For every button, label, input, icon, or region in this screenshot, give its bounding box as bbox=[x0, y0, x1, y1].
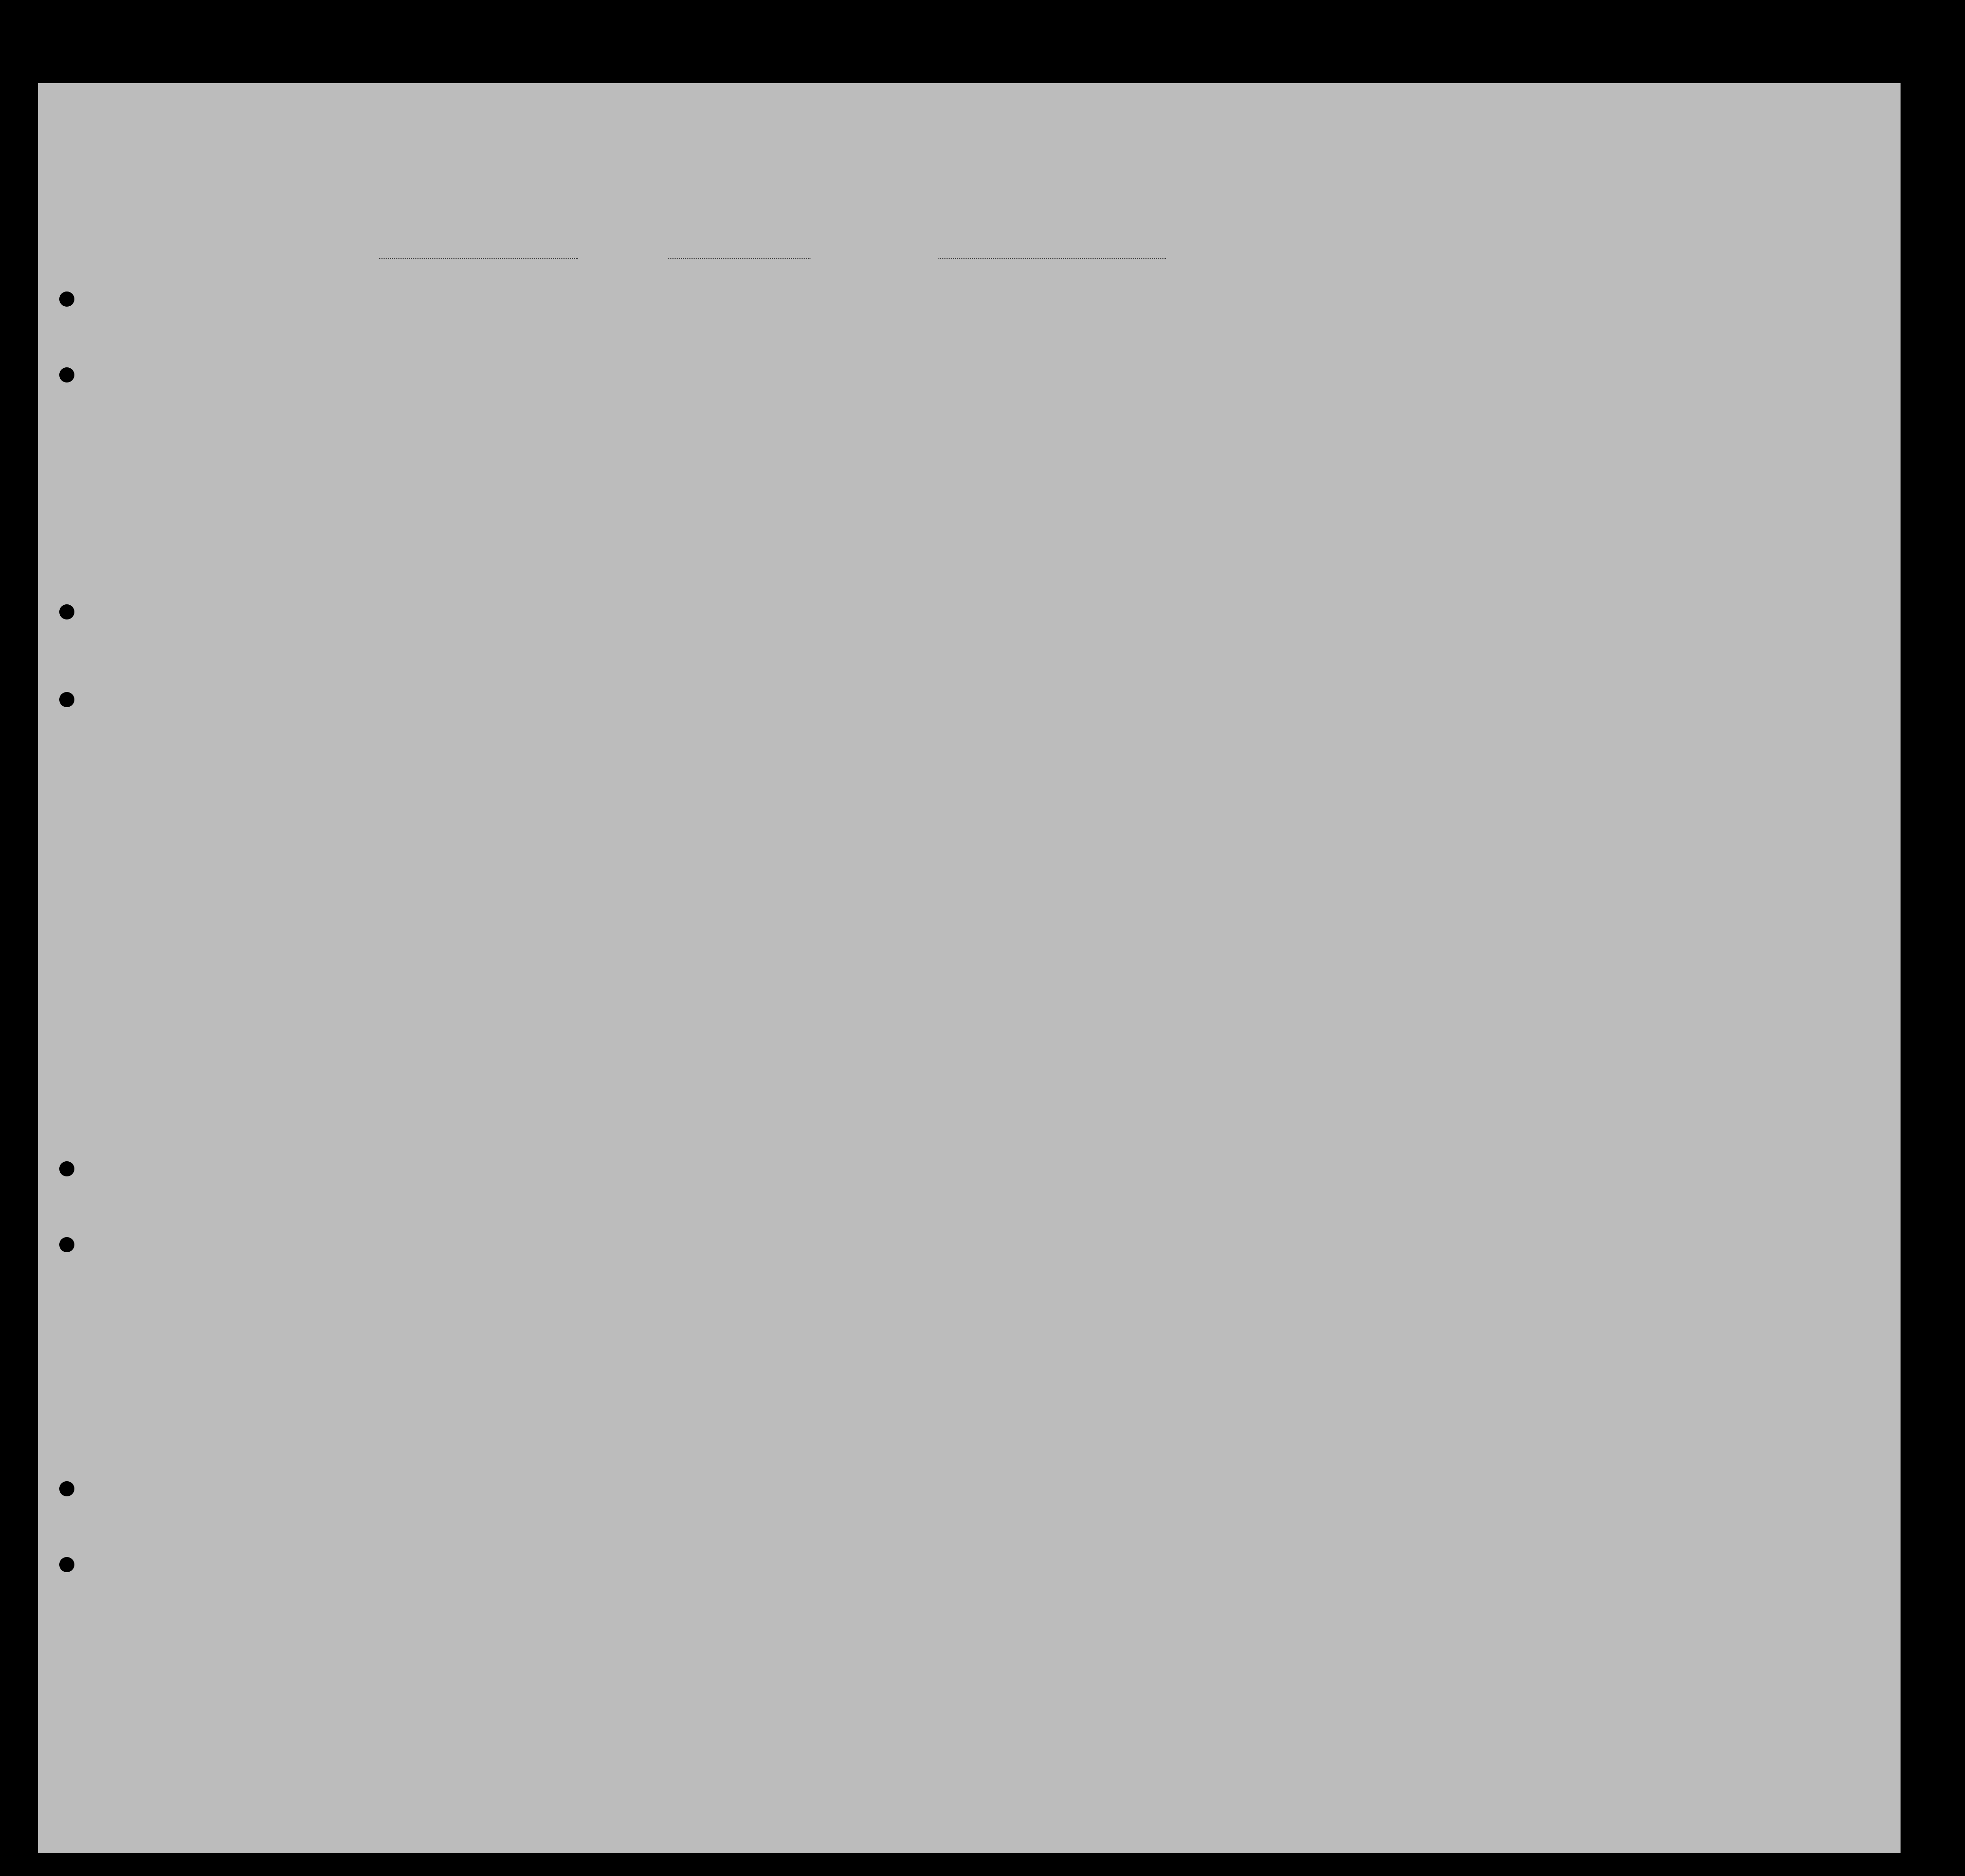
binder-hole bbox=[59, 692, 74, 707]
binder-hole bbox=[59, 604, 74, 619]
binder-hole bbox=[59, 1481, 74, 1496]
binder-hole bbox=[59, 291, 74, 307]
binder-hole bbox=[59, 1161, 74, 1176]
binder-hole bbox=[59, 1237, 74, 1252]
day-field bbox=[668, 258, 810, 259]
manifest-sheet bbox=[38, 83, 1901, 1853]
port-field bbox=[379, 258, 578, 259]
binder-hole bbox=[59, 1557, 74, 1572]
month-field bbox=[938, 258, 1166, 259]
binder-hole bbox=[59, 367, 74, 382]
table-grid bbox=[38, 83, 1901, 1853]
